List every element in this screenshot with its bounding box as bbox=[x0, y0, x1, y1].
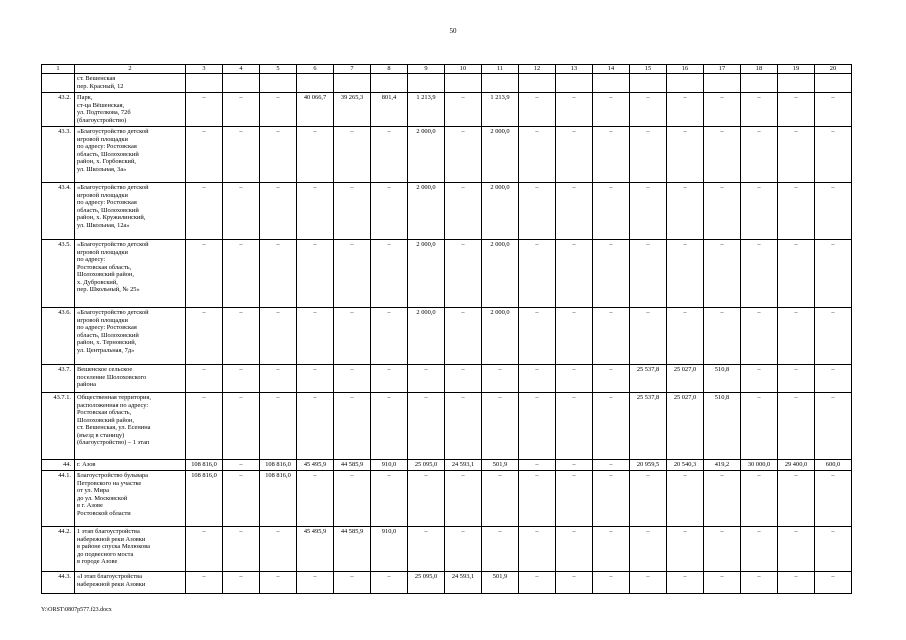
table-row bbox=[42, 127, 852, 183]
table-row bbox=[42, 74, 852, 93]
amount-cell: – bbox=[741, 527, 778, 572]
amount-cell bbox=[741, 74, 778, 93]
column-number: 15 bbox=[630, 65, 667, 74]
column-number: 11 bbox=[482, 65, 519, 74]
table-row bbox=[42, 393, 852, 460]
amount-cell: – bbox=[445, 393, 482, 460]
amount-cell: – bbox=[519, 471, 556, 527]
amount-cell: 108 816,0 bbox=[186, 460, 223, 471]
amount-cell: – bbox=[519, 365, 556, 393]
amount-cell: 25 095,0 bbox=[408, 460, 445, 471]
amount-cell: – bbox=[630, 183, 667, 240]
amount-cell: – bbox=[408, 471, 445, 527]
amount-cell: – bbox=[667, 127, 704, 183]
amount-cell bbox=[593, 74, 630, 93]
amount-cell: – bbox=[556, 127, 593, 183]
row-number: 43.3. bbox=[42, 127, 75, 183]
amount-cell: 419,2 bbox=[704, 460, 741, 471]
amount-cell: – bbox=[186, 240, 223, 308]
amount-cell: – bbox=[445, 308, 482, 365]
amount-cell: – bbox=[371, 572, 408, 594]
amount-cell: 600,0 bbox=[815, 460, 852, 471]
amount-cell: – bbox=[482, 471, 519, 527]
row-number bbox=[42, 74, 75, 93]
row-number: 44.3. bbox=[42, 572, 75, 594]
object-description: ст. Вешенская пер. Красный, 12 bbox=[75, 74, 186, 93]
amount-cell: – bbox=[778, 93, 815, 127]
amount-cell: – bbox=[556, 308, 593, 365]
amount-cell: 44 585,9 bbox=[334, 527, 371, 572]
amount-cell: – bbox=[556, 183, 593, 240]
amount-cell: – bbox=[741, 471, 778, 527]
amount-cell: – bbox=[519, 527, 556, 572]
amount-cell: – bbox=[334, 471, 371, 527]
object-description: «Благоустройство детской игровой площадки по адресу: Ростовская область, Шолоховский район, х. Горбовский, ул. Школьная, 3а» bbox=[75, 127, 186, 183]
column-number: 7 bbox=[334, 65, 371, 74]
amount-cell: 1 213,9 bbox=[482, 93, 519, 127]
amount-cell: – bbox=[556, 527, 593, 572]
amount-cell: – bbox=[297, 365, 334, 393]
amount-cell: – bbox=[778, 308, 815, 365]
column-number: 13 bbox=[556, 65, 593, 74]
amount-cell: – bbox=[519, 460, 556, 471]
table-row bbox=[42, 471, 852, 527]
amount-cell: – bbox=[741, 93, 778, 127]
amount-cell bbox=[519, 74, 556, 93]
amount-cell: – bbox=[593, 527, 630, 572]
amount-cell: – bbox=[297, 240, 334, 308]
amount-cell: – bbox=[408, 393, 445, 460]
amount-cell: – bbox=[482, 365, 519, 393]
row-number: 43.2. bbox=[42, 93, 75, 127]
column-number: 6 bbox=[297, 65, 334, 74]
amount-cell: 2 000,0 bbox=[408, 308, 445, 365]
amount-cell: – bbox=[667, 183, 704, 240]
amount-cell: – bbox=[778, 365, 815, 393]
amount-cell: – bbox=[445, 93, 482, 127]
row-number: 44.2. bbox=[42, 527, 75, 572]
amount-cell: – bbox=[593, 127, 630, 183]
amount-cell: – bbox=[334, 393, 371, 460]
amount-cell: – bbox=[667, 471, 704, 527]
amount-cell: – bbox=[519, 127, 556, 183]
amount-cell: 30 000,0 bbox=[741, 460, 778, 471]
amount-cell: – bbox=[297, 572, 334, 594]
amount-cell: – bbox=[741, 183, 778, 240]
amount-cell: 108 816,0 bbox=[186, 471, 223, 527]
amount-cell: – bbox=[334, 572, 371, 594]
amount-cell: – bbox=[704, 308, 741, 365]
amount-cell: 44 585,9 bbox=[334, 460, 371, 471]
column-number: 2 bbox=[75, 65, 186, 74]
column-number: 20 bbox=[815, 65, 852, 74]
amount-cell: – bbox=[815, 471, 852, 527]
amount-cell: 25 537,8 bbox=[630, 393, 667, 460]
amount-cell: – bbox=[371, 183, 408, 240]
amount-cell: – bbox=[519, 308, 556, 365]
amount-cell: 45 495,9 bbox=[297, 460, 334, 471]
amount-cell: 24 593,1 bbox=[445, 572, 482, 594]
amount-cell: – bbox=[556, 460, 593, 471]
amount-cell: – bbox=[704, 127, 741, 183]
object-description: «Благоустройство детской игровой площадки по адресу: Ростовская область, Шолоховский район, х. Терновский, ул. Центральная, 7д» bbox=[75, 308, 186, 365]
amount-cell: – bbox=[778, 240, 815, 308]
amount-cell: – bbox=[815, 365, 852, 393]
amount-cell: – bbox=[815, 183, 852, 240]
amount-cell: 2 000,0 bbox=[482, 127, 519, 183]
amount-cell: – bbox=[223, 471, 260, 527]
amount-cell: 20 540,3 bbox=[667, 460, 704, 471]
amount-cell: – bbox=[815, 93, 852, 127]
object-description: Вешенское сельское поселение Шолоховского района bbox=[75, 365, 186, 393]
amount-cell bbox=[371, 74, 408, 93]
budget-table bbox=[41, 64, 852, 594]
amount-cell: – bbox=[704, 471, 741, 527]
amount-cell: – bbox=[260, 93, 297, 127]
amount-cell: – bbox=[778, 183, 815, 240]
amount-cell: 2 000,0 bbox=[482, 240, 519, 308]
amount-cell: 501,9 bbox=[482, 572, 519, 594]
amount-cell: – bbox=[630, 527, 667, 572]
amount-cell: 39 265,3 bbox=[334, 93, 371, 127]
amount-cell: – bbox=[223, 93, 260, 127]
amount-cell: – bbox=[223, 127, 260, 183]
amount-cell: – bbox=[704, 527, 741, 572]
row-number: 44.1. bbox=[42, 471, 75, 527]
amount-cell: 2 000,0 bbox=[408, 183, 445, 240]
amount-cell: – bbox=[778, 393, 815, 460]
table-row bbox=[42, 460, 852, 471]
amount-cell: – bbox=[371, 308, 408, 365]
amount-cell: – bbox=[371, 365, 408, 393]
column-number: 12 bbox=[519, 65, 556, 74]
amount-cell: – bbox=[815, 127, 852, 183]
amount-cell: – bbox=[482, 527, 519, 572]
amount-cell: – bbox=[371, 393, 408, 460]
amount-cell: – bbox=[408, 527, 445, 572]
amount-cell: – bbox=[667, 93, 704, 127]
amount-cell bbox=[260, 74, 297, 93]
amount-cell: – bbox=[667, 240, 704, 308]
amount-cell: – bbox=[741, 365, 778, 393]
column-number: 19 bbox=[778, 65, 815, 74]
amount-cell: – bbox=[704, 93, 741, 127]
amount-cell: 29 400,0 bbox=[778, 460, 815, 471]
amount-cell: – bbox=[334, 127, 371, 183]
amount-cell: – bbox=[445, 183, 482, 240]
amount-cell: – bbox=[556, 93, 593, 127]
amount-cell: – bbox=[630, 308, 667, 365]
amount-cell: – bbox=[667, 308, 704, 365]
amount-cell: – bbox=[223, 572, 260, 594]
amount-cell: – bbox=[186, 183, 223, 240]
amount-cell: – bbox=[223, 365, 260, 393]
amount-cell: 801,4 bbox=[371, 93, 408, 127]
column-number: 14 bbox=[593, 65, 630, 74]
amount-cell: – bbox=[297, 127, 334, 183]
amount-cell: – bbox=[593, 572, 630, 594]
amount-cell: – bbox=[223, 527, 260, 572]
amount-cell: – bbox=[334, 183, 371, 240]
object-description: Благоустройство бульвара Петровского на участке от ул. Мира до ул. Московской в г. Азове Ростовской области bbox=[75, 471, 186, 527]
object-description: Общественная территория, расположенная по адресу: Ростовская область, Шолоховский район, ст. Вешенская, ул. Есенина (въезд в станицу) (благоустройство) – 1 этап bbox=[75, 393, 186, 460]
amount-cell: – bbox=[297, 471, 334, 527]
amount-cell: – bbox=[223, 308, 260, 365]
column-number: 8 bbox=[371, 65, 408, 74]
amount-cell: 2 000,0 bbox=[408, 240, 445, 308]
amount-cell: – bbox=[186, 308, 223, 365]
amount-cell bbox=[408, 74, 445, 93]
amount-cell: – bbox=[667, 527, 704, 572]
amount-cell: 25 095,0 bbox=[408, 572, 445, 594]
amount-cell: 20 959,5 bbox=[630, 460, 667, 471]
amount-cell: – bbox=[815, 527, 852, 572]
column-number: 10 bbox=[445, 65, 482, 74]
amount-cell: – bbox=[260, 240, 297, 308]
amount-cell: – bbox=[593, 308, 630, 365]
amount-cell: – bbox=[297, 183, 334, 240]
amount-cell: – bbox=[593, 93, 630, 127]
amount-cell: 510,8 bbox=[704, 393, 741, 460]
amount-cell: – bbox=[593, 471, 630, 527]
object-description: «Благоустройство детской игровой площадки по адресу: Ростовская область, Шолоховский район, х. Дубровский, пер. Школьный, № 25» bbox=[75, 240, 186, 308]
amount-cell: – bbox=[260, 308, 297, 365]
amount-cell: – bbox=[556, 572, 593, 594]
amount-cell: 2 000,0 bbox=[408, 127, 445, 183]
amount-cell: – bbox=[334, 308, 371, 365]
amount-cell: – bbox=[778, 127, 815, 183]
column-number: 18 bbox=[741, 65, 778, 74]
amount-cell: – bbox=[186, 93, 223, 127]
table-row bbox=[42, 183, 852, 240]
table-row bbox=[42, 240, 852, 308]
amount-cell: – bbox=[260, 127, 297, 183]
amount-cell: – bbox=[445, 471, 482, 527]
amount-cell: 2 000,0 bbox=[482, 308, 519, 365]
amount-cell: 25 537,8 bbox=[630, 365, 667, 393]
amount-cell: – bbox=[593, 460, 630, 471]
column-number: 4 bbox=[223, 65, 260, 74]
amount-cell: – bbox=[704, 572, 741, 594]
amount-cell bbox=[445, 74, 482, 93]
amount-cell: 910,0 bbox=[371, 460, 408, 471]
table-row bbox=[42, 308, 852, 365]
amount-cell: – bbox=[408, 365, 445, 393]
page-number: 50 bbox=[449, 27, 457, 35]
column-number: 16 bbox=[667, 65, 704, 74]
amount-cell: – bbox=[630, 127, 667, 183]
amount-cell: – bbox=[260, 572, 297, 594]
amount-cell: – bbox=[186, 572, 223, 594]
amount-cell: – bbox=[519, 240, 556, 308]
amount-cell: – bbox=[630, 471, 667, 527]
amount-cell: – bbox=[630, 240, 667, 308]
amount-cell: – bbox=[741, 127, 778, 183]
amount-cell: 501,9 bbox=[482, 460, 519, 471]
amount-cell: 25 027,0 bbox=[667, 393, 704, 460]
amount-cell: – bbox=[334, 240, 371, 308]
amount-cell bbox=[556, 74, 593, 93]
row-number: 43.4. bbox=[42, 183, 75, 240]
amount-cell bbox=[667, 74, 704, 93]
amount-cell: – bbox=[593, 240, 630, 308]
amount-cell bbox=[297, 74, 334, 93]
amount-cell: – bbox=[815, 572, 852, 594]
amount-cell: – bbox=[186, 365, 223, 393]
file-path-footer: Y:\ORST\0807p577.f23.docx bbox=[41, 607, 112, 613]
row-number: 43.7. bbox=[42, 365, 75, 393]
amount-cell: 2 000,0 bbox=[482, 183, 519, 240]
amount-cell bbox=[778, 74, 815, 93]
column-number: 1 bbox=[42, 65, 75, 74]
amount-cell: – bbox=[260, 393, 297, 460]
amount-cell: – bbox=[519, 393, 556, 460]
amount-cell: – bbox=[260, 183, 297, 240]
row-number: 44. bbox=[42, 460, 75, 471]
header-row bbox=[42, 65, 852, 74]
amount-cell: – bbox=[741, 308, 778, 365]
amount-cell: 40 066,7 bbox=[297, 93, 334, 127]
object-description: г. Азов bbox=[75, 460, 186, 471]
amount-cell bbox=[223, 74, 260, 93]
amount-cell: – bbox=[815, 393, 852, 460]
amount-cell: – bbox=[186, 527, 223, 572]
object-description: «Благоустройство детской игровой площадки по адресу: Ростовская область, Шолоховский район, х. Кружилинский, ул. Школьная, 12а» bbox=[75, 183, 186, 240]
amount-cell: – bbox=[519, 572, 556, 594]
amount-cell: 108 816,0 bbox=[260, 471, 297, 527]
amount-cell: 1 213,9 bbox=[408, 93, 445, 127]
amount-cell: – bbox=[445, 365, 482, 393]
amount-cell bbox=[704, 74, 741, 93]
amount-cell bbox=[815, 74, 852, 93]
amount-cell: – bbox=[778, 527, 815, 572]
amount-cell: – bbox=[297, 308, 334, 365]
amount-cell: – bbox=[260, 365, 297, 393]
amount-cell: – bbox=[556, 365, 593, 393]
object-description: «I этап благоустройства набережной реки Азовки bbox=[75, 572, 186, 594]
amount-cell: – bbox=[741, 572, 778, 594]
column-number: 5 bbox=[260, 65, 297, 74]
object-description: Парк, ст-ца Вёшенская, ул. Подтелкова, 72б (благоустройство) bbox=[75, 93, 186, 127]
amount-cell: – bbox=[371, 471, 408, 527]
amount-cell: – bbox=[519, 183, 556, 240]
amount-cell: – bbox=[371, 240, 408, 308]
table-row bbox=[42, 527, 852, 572]
amount-cell: – bbox=[741, 393, 778, 460]
amount-cell: – bbox=[815, 240, 852, 308]
table-row bbox=[42, 572, 852, 594]
amount-cell: 45 495,9 bbox=[297, 527, 334, 572]
amount-cell: – bbox=[778, 572, 815, 594]
amount-cell: – bbox=[741, 240, 778, 308]
amount-cell: – bbox=[704, 183, 741, 240]
amount-cell bbox=[630, 74, 667, 93]
table-row bbox=[42, 93, 852, 127]
amount-cell bbox=[186, 74, 223, 93]
amount-cell bbox=[334, 74, 371, 93]
object-description: 1 этап благоустройства набережной реки Азовки в районе спуска Мелюкова до подвесного моста в городе Азове bbox=[75, 527, 186, 572]
amount-cell: – bbox=[778, 471, 815, 527]
amount-cell: – bbox=[445, 240, 482, 308]
amount-cell: – bbox=[186, 393, 223, 460]
amount-cell: – bbox=[223, 393, 260, 460]
amount-cell: – bbox=[297, 393, 334, 460]
amount-cell: 510,8 bbox=[704, 365, 741, 393]
amount-cell: – bbox=[445, 127, 482, 183]
column-number: 3 bbox=[186, 65, 223, 74]
amount-cell: – bbox=[704, 240, 741, 308]
amount-cell: – bbox=[519, 93, 556, 127]
row-number: 43.7.1. bbox=[42, 393, 75, 460]
amount-cell: – bbox=[593, 393, 630, 460]
amount-cell: – bbox=[260, 527, 297, 572]
amount-cell: – bbox=[223, 460, 260, 471]
amount-cell: – bbox=[593, 183, 630, 240]
row-number: 43.6. bbox=[42, 308, 75, 365]
amount-cell: – bbox=[815, 308, 852, 365]
table-row bbox=[42, 365, 852, 393]
amount-cell bbox=[482, 74, 519, 93]
amount-cell: 910,0 bbox=[371, 527, 408, 572]
amount-cell: – bbox=[556, 471, 593, 527]
amount-cell: – bbox=[445, 527, 482, 572]
amount-cell: – bbox=[223, 240, 260, 308]
amount-cell: – bbox=[334, 365, 371, 393]
column-number: 17 bbox=[704, 65, 741, 74]
amount-cell: – bbox=[556, 393, 593, 460]
amount-cell: – bbox=[371, 127, 408, 183]
amount-cell: – bbox=[667, 572, 704, 594]
row-number: 43.5. bbox=[42, 240, 75, 308]
amount-cell: – bbox=[630, 93, 667, 127]
amount-cell: – bbox=[630, 572, 667, 594]
amount-cell: 25 027,0 bbox=[667, 365, 704, 393]
amount-cell: – bbox=[223, 183, 260, 240]
amount-cell: – bbox=[482, 393, 519, 460]
amount-cell: 24 593,1 bbox=[445, 460, 482, 471]
amount-cell: – bbox=[556, 240, 593, 308]
amount-cell: 108 816,0 bbox=[260, 460, 297, 471]
amount-cell: – bbox=[593, 365, 630, 393]
amount-cell: – bbox=[186, 127, 223, 183]
column-number: 9 bbox=[408, 65, 445, 74]
